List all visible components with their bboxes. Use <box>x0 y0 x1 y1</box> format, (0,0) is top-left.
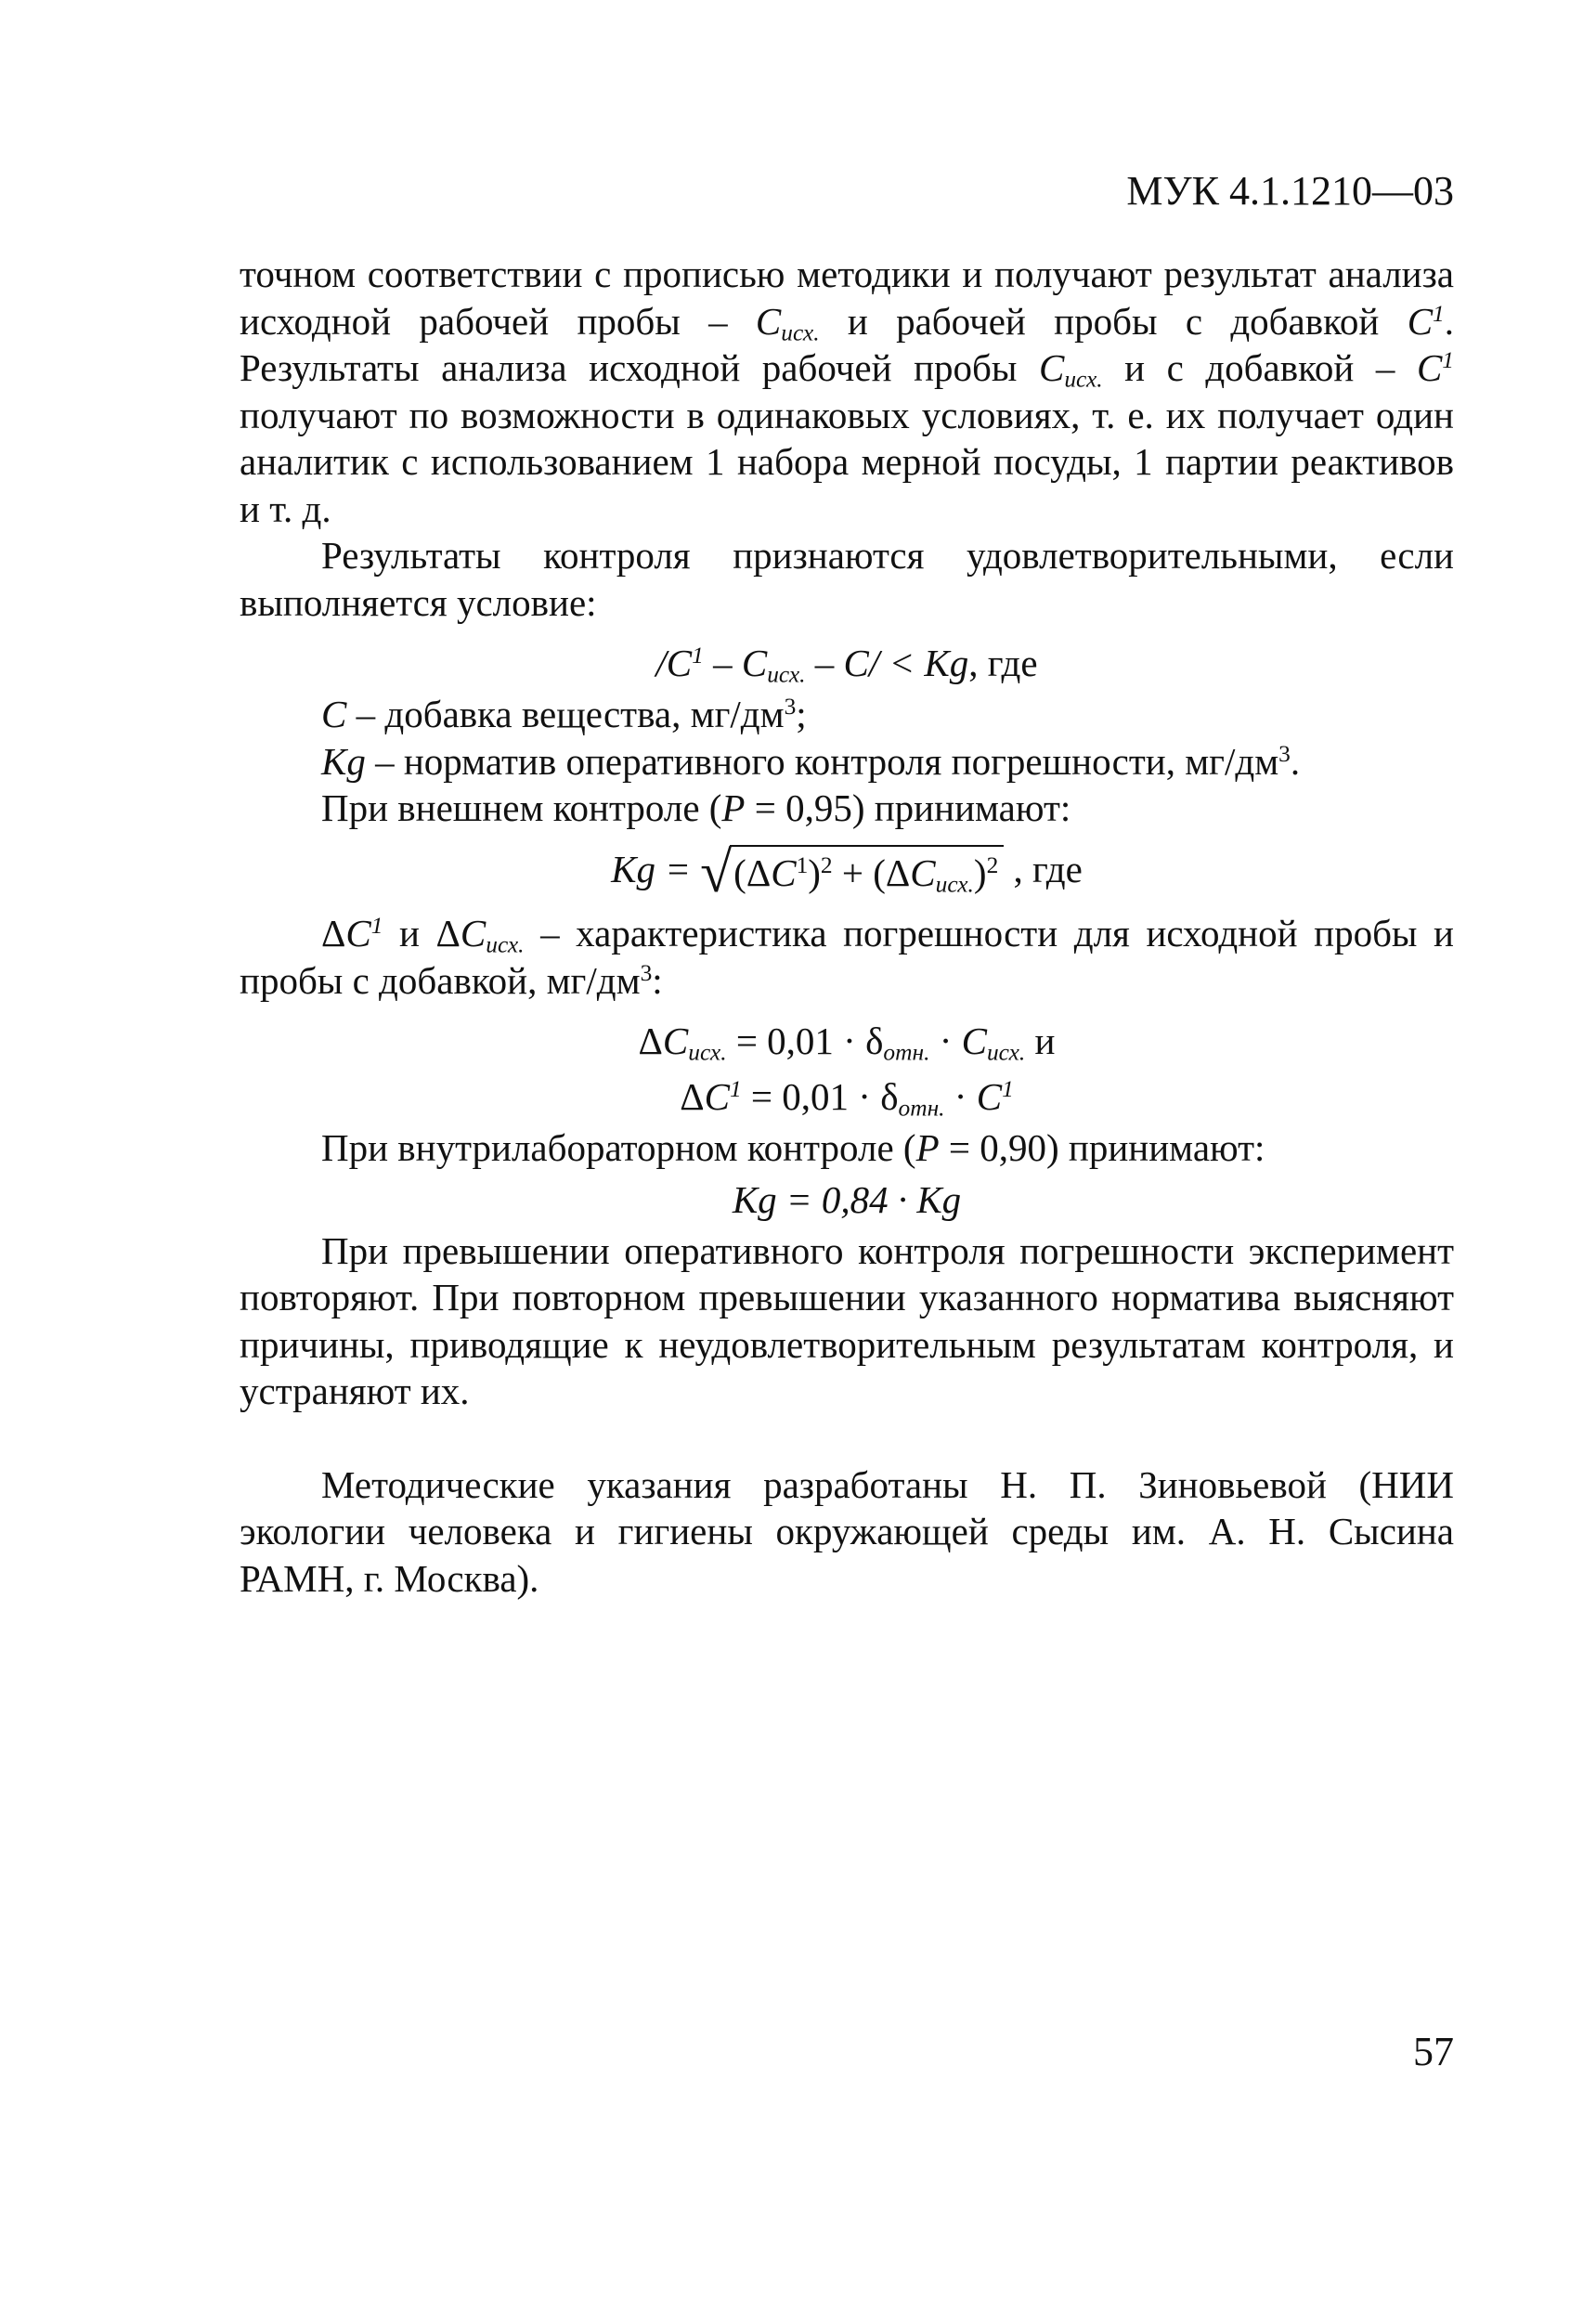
symbol-c1: $C^1$ <box>1416 346 1454 389</box>
paragraph-error-characteristic: $\Delta C^1$ и $\Delta C_{исх.}$ – характеристика погрешности для исходной пробы и пробы с добавкой, $мг/дм^3$: <box>240 912 1454 1002</box>
paragraph-internal-control: При внутрилабораторном контроле (P = 0,90) принимают: <box>321 1126 1265 1170</box>
formula-kg-external: Kg = √ $(\Delta C^1)^2 + (\Delta C_{исх.})^2$ , где <box>611 841 1083 905</box>
formula-condition: $/C^1 - C_{исх.} - C/ < Kg$, где <box>655 642 1038 688</box>
symbol-c1: $C^1$ <box>1407 299 1445 343</box>
paragraph-external-control: При внешнем контроле (P = 0,95) принимают: <box>321 786 1071 829</box>
square-root: √ $(\Delta C^1)^2 + (\Delta C_{исх.})^2$ <box>700 845 1004 901</box>
paragraph-results-condition: Результаты контроля признаются удовлетворительными, если выполняется условие: <box>240 534 1454 624</box>
formula-delta-c1: $\Delta C^1 = 0,01 \cdot \delta_{отн.} \cdot C^1$ <box>680 1075 1014 1122</box>
paragraph-authors: Методические указания разработаны Н. П. Зиновьевой (НИИ экологии человека и гигиены окружающей среды им. А. Н. Сысина РАМН, г. Москва). <box>240 1462 1454 1600</box>
symbol-c-ish: $C_{исх.}$ <box>755 299 820 345</box>
page-number: 57 <box>1413 2029 1454 2074</box>
formula-kg-internal: Kg = 0,84 · Kg <box>732 1177 962 1221</box>
definition-kg: Kg – норматив оперативного контроля погрешности, $мг/дм^3$. <box>321 739 1301 783</box>
paragraph-excess: При превышении оперативного контроля погрешности эксперимент повторяют. При повторном превышении указанного норматива выясняют причины, приводящие к неудовлетворительным результатам контроля, и устраняют их. <box>240 1228 1454 1413</box>
paragraph-method: точном соответствии с прописью методики и получают результат анализа исходной рабочей пробы – $C_{исх.}$ и рабочей пробы с добавкой $C^1$. Результаты анализа исходной рабочей пробы $C_{исх.}$ и с добавкой – $C^1$ получают по возможности в одинаковых условиях, т. е. их получает один аналитик с использованием 1 набора мерной посуды, 1 партии реактивов и т. д. <box>240 253 1454 530</box>
document-code: МУК 4.1.1210—03 <box>1126 168 1454 214</box>
definition-c: С – добавка вещества, $мг/дм^3$; <box>321 693 807 735</box>
symbol-c-ish: $C_{исх.}$ <box>1038 346 1103 393</box>
page-body <box>240 251 1454 1602</box>
formula-delta-c-ish: $\Delta C_{исх.} = 0,01 \cdot \delta_{отн.} \cdot C_{исх.}$ и <box>638 1020 1056 1066</box>
